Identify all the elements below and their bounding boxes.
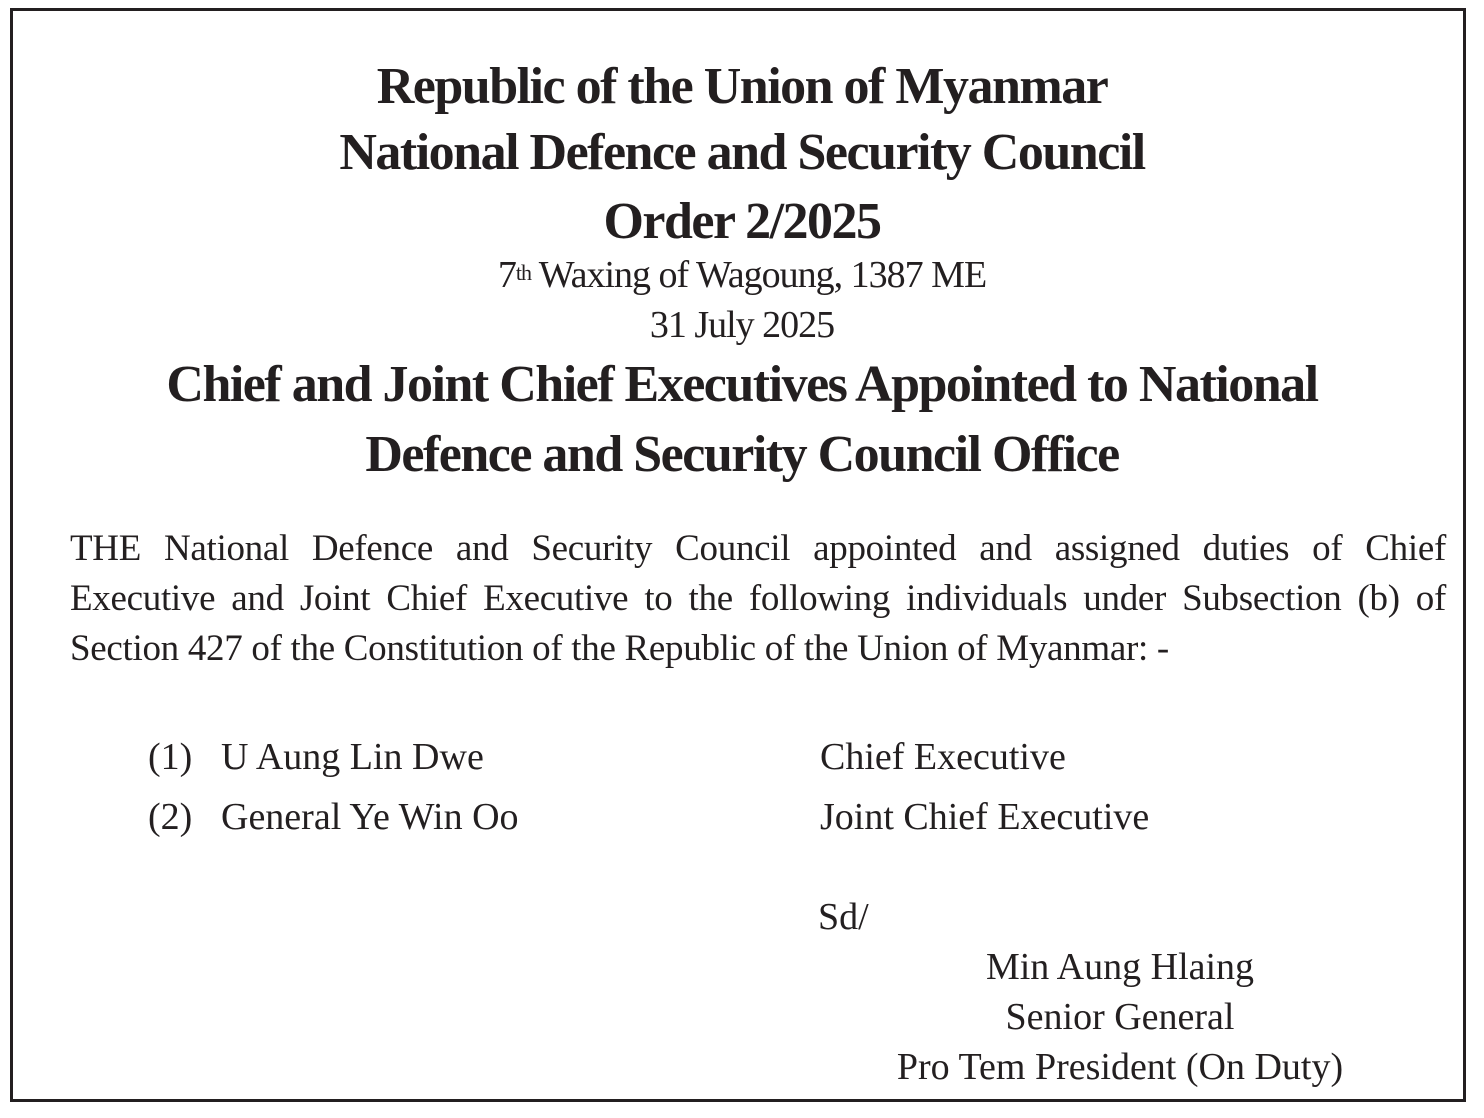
me-date-day: 7 <box>497 254 516 296</box>
order-number: Order 2/2025 <box>603 193 881 250</box>
appointee-name: General Ye Win Oo <box>221 796 519 838</box>
appointment-number: (1) <box>148 736 193 778</box>
order-title-line-1: Chief and Joint Chief Executives Appointed to National <box>166 356 1318 413</box>
appointee-role: Joint Chief Executive <box>820 796 1150 838</box>
appointee-role: Chief Executive <box>820 736 1066 778</box>
signatory-name: Min Aung Hlaing <box>985 946 1255 988</box>
order-body-paragraph: THE National Defence and Security Council appointed and assigned duties of Chief Executive and Joint Chief Executive to the following individuals under Subsection (b) of Section 427 of the Constitution of the Republic of the Union of Myanmar: - <box>70 528 1446 669</box>
myanmar-era-date <box>0 250 1484 300</box>
appointee-name: U Aung Lin Dwe <box>221 736 484 778</box>
appointment-number: (2) <box>148 796 193 838</box>
gregorian-date: 31 July 2025 <box>649 304 835 346</box>
country-heading: Republic of the Union of Myanmar <box>376 58 1108 115</box>
signed-marker: Sd/ <box>818 896 869 938</box>
me-date-rest: Waxing of Wagoung, 1387 ME <box>530 254 987 296</box>
signatory-rank: Senior General <box>1005 996 1235 1038</box>
signatory-office: Pro Tem President (On Duty) <box>896 1046 1344 1088</box>
order-title-line-2: Defence and Security Council Office <box>365 426 1119 483</box>
council-heading: National Defence and Security Council <box>339 124 1145 181</box>
me-date-ordinal: th <box>515 260 531 285</box>
